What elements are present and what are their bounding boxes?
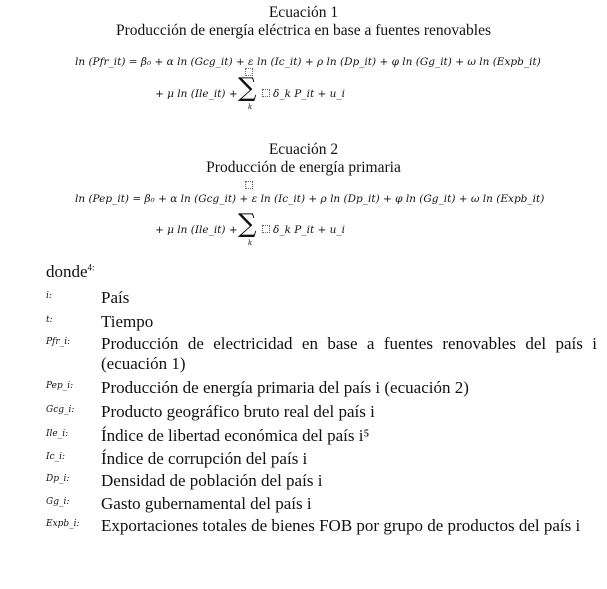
placeholder-box-icon <box>262 225 270 233</box>
definition-symbol: Pfr_i: <box>46 337 71 347</box>
definition-text: Producto geográfico bruto real del país i <box>101 402 375 421</box>
definition-symbol: Gcg_i: <box>46 405 75 415</box>
definition-symbol: t: <box>46 315 53 325</box>
definition-text: País <box>101 288 130 307</box>
definition-symbol: Gg_i: <box>46 497 70 507</box>
definition-text: Gasto gubernamental del país i <box>101 494 312 513</box>
summation-icon: ∑ <box>238 73 257 103</box>
definition-text: Producción de electricidad en base a fuentes renovables del país i (ecuación 1) <box>101 334 597 373</box>
definition-text: Exportaciones totales de bienes FOB por grupo de productos del país i <box>101 516 581 535</box>
placeholder-box-icon <box>245 181 253 189</box>
summation-index: k <box>248 239 253 247</box>
equation-1-line-2-left: + μ ln (Ile_it) + <box>155 88 238 100</box>
equation-2-line-1: ln (Pep_it) = β₀ + α ln (Gcg_it) + ε ln (Ic_it) + ρ ln (Dp_it) + φ ln (Gg_it) + ω ln (Expb_it) <box>75 193 545 205</box>
summation-index: k <box>248 103 253 111</box>
definition-symbol: Pep_i: <box>46 381 74 391</box>
equation-1-number: Ecuación 1 <box>268 4 339 21</box>
definition-text: Índice de libertad económica del país i⁵ <box>101 426 370 445</box>
definition-symbol: Dp_i: <box>46 474 70 484</box>
placeholder-box-icon <box>262 89 270 97</box>
definition-symbol: Expb_i: <box>46 519 80 529</box>
equation-2-title: Producción de energía primaria <box>206 159 401 176</box>
equation-1-line-1: ln (Pfr_it) = β₀ + α ln (Gcg_it) + ε ln (Ic_it) + ρ ln (Dp_it) + φ ln (Gg_it) + ω ln (Expb_it) <box>75 56 541 68</box>
definition-symbol: Ile_i: <box>46 429 69 439</box>
equation-2-line-2-left: + μ ln (Ile_it) + <box>155 224 238 236</box>
equation-1-line-2-right: δ_k P_it + u_i <box>273 88 346 100</box>
definition-text: Tiempo <box>101 312 154 331</box>
definition-symbol: i: <box>46 291 52 301</box>
definition-text: Producción de energía primaria del país i (ecuación 2) <box>101 378 469 397</box>
donde-text: donde <box>46 262 88 281</box>
equation-1-title: Producción de energía eléctrica en base a fuentes renovables <box>116 22 491 39</box>
definition-symbol: Ic_i: <box>46 452 66 462</box>
donde-label <box>46 262 95 282</box>
footnote-ref: 4: <box>87 262 95 273</box>
definition-text: Índice de corrupción del país i <box>101 449 308 468</box>
equation-2-line-2-right: δ_k P_it + u_i <box>273 224 346 236</box>
equation-2-number: Ecuación 2 <box>268 141 339 158</box>
summation-icon: ∑ <box>238 209 257 239</box>
definition-text: Densidad de población del país i <box>101 471 323 490</box>
